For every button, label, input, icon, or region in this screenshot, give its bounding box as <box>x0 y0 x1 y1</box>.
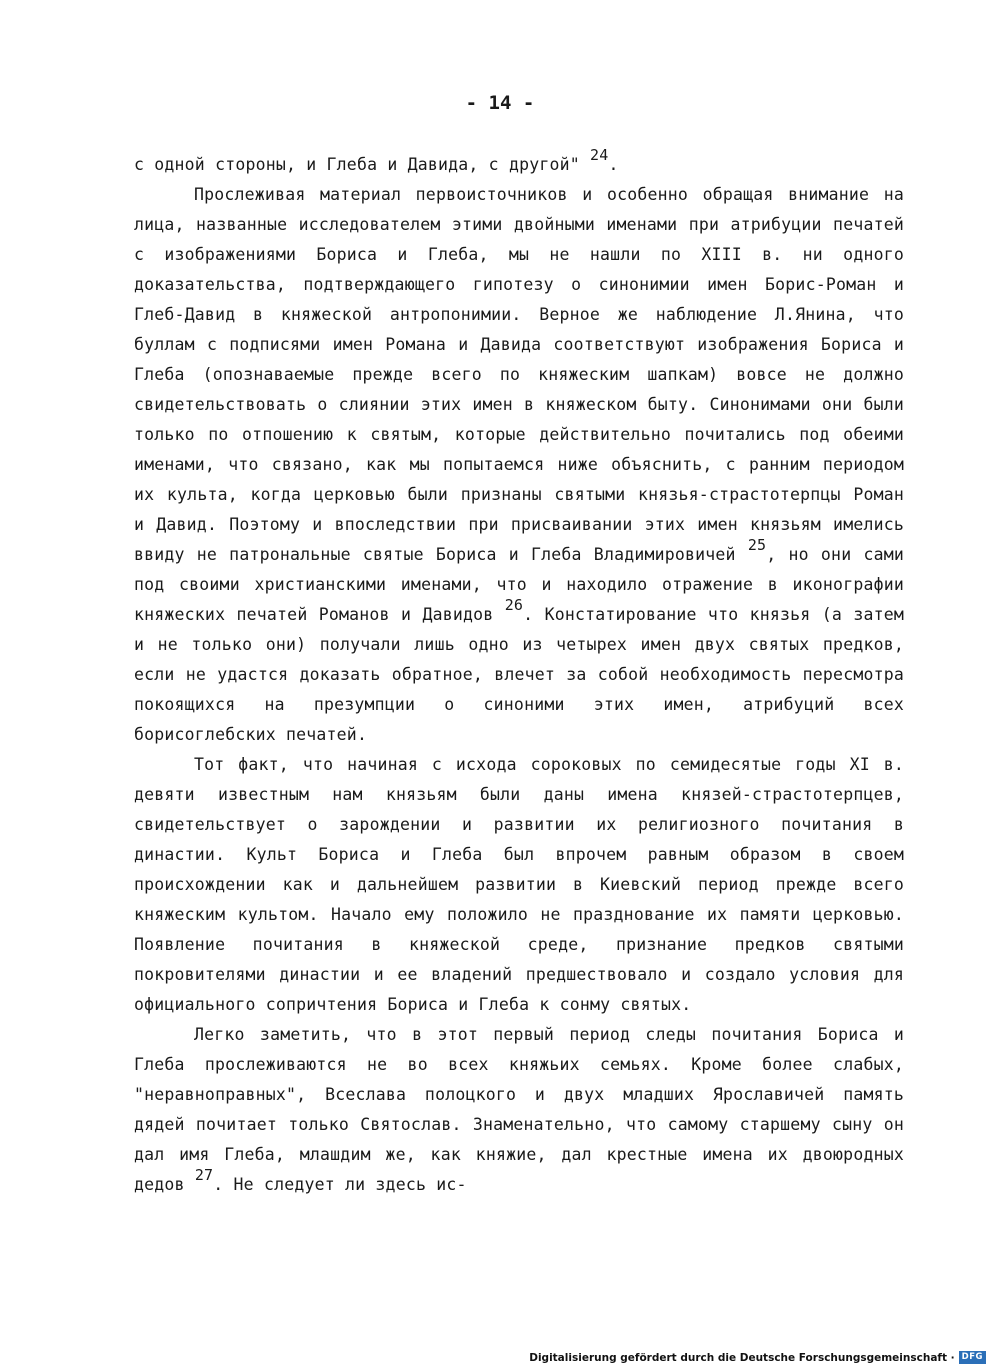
paragraph <box>134 1020 904 1200</box>
footnote-marker: 26 <box>504 596 524 614</box>
text-run: . Не следует ли здесь ис- <box>213 1175 467 1194</box>
paragraph <box>134 750 904 1020</box>
body-text <box>134 146 904 1200</box>
credit-text: Digitalisierung gefördert durch die Deutsche Forschungsgemeinschaft · <box>529 1351 955 1364</box>
footnote-marker: 25 <box>747 536 767 554</box>
text-run: , но они сами под своими христианскими именами, что и находило отражение в иконографии княжеских печатей Романов и Давидов <box>134 545 904 624</box>
text-run: . <box>608 155 619 174</box>
text-run: Тот факт, что начиная с исхода сороковых по семидесятые годы XI в. девяти известным нам князьям были даны имена князей-страстотерпцев, свидетельствует о зарождении и развитии их религиозного почитания в династии. Культ Бориса и Глеба был впрочем равным образом в своем происхождении как и дальнейшем развитии в Киевский период прежде всего княжеским культом. Начало ему положило не празднование их памяти церковью. Появление почитания в княжеской среде, признание предков святыми покровителями династии и ее владений предшествовало и создало условия для официального сопричтения Бориса и Глеба к сонму святых. <box>134 755 904 1014</box>
text-run: Легко заметить, что в этот первый период следы почитания Бориса и Глеба прослеживаются не во всех княжьих семьях. Кроме более слабых, "неравноправных", Всеслава полоцкого и двух младших Ярославичей память дядей почитает только Святослав. Знаменательно, что самому старшему сыну он дал имя Глеба, млашдим же, как княжие, дал крестные имена их двоюродных дедов <box>134 1025 904 1194</box>
footnote-marker: 27 <box>194 1166 214 1184</box>
text-run: . Констатирование что князья (а затем и не только они) получали лишь одно из четырех имен двух святых предков, если не удастся доказать обратное, влечет за собой необходимость пересмотра покоящихся на презумпции о синоними этих имен, атрибуций всех борисоглебских печатей. <box>134 605 904 744</box>
text-run: с одной стороны, и Глеба и Давида, с другой" <box>134 155 591 174</box>
digitization-credit <box>529 1351 986 1364</box>
paragraph <box>134 146 904 180</box>
text-run: Прослеживая материал первоисточников и особенно обращая внимание на лица, названные исследователем этими двойными именами при атрибуции печатей с изображениями Бориса и Глеба, мы не нашли по XIII в. ни одного доказательства, подтверждающего гипотезу о синонимии имен Борис-Роман и Глеб-Давид в княжеской антропонимии. Верное же наблюдение Л.Янина, что буллам с подписями имен Романа и Давида соответствуют изображения Бориса и Глеба (опознаваемые прежде всего по княжеским шапкам) вовсе не должно свидетельствовать о слиянии этих имен в княжеском быту. Синонимами они были только по отпошению к святым, которые действительно почитались под обеими именами, что связано, как мы попытаемся ниже объяснить, с ранним периодом их культа, когда церковью были признаны святыми князья-страстотерпцы Роман и Давид. Поэтому и впоследствии при присваивании этих имен князьям имелись ввиду не патрональные святые Бориса и Глеба Владимировичей <box>134 185 904 564</box>
dfg-logo: DFG <box>959 1351 986 1364</box>
page-number: - 14 - <box>465 92 535 114</box>
paragraph <box>134 180 904 750</box>
footnote-marker: 24 <box>590 146 609 164</box>
